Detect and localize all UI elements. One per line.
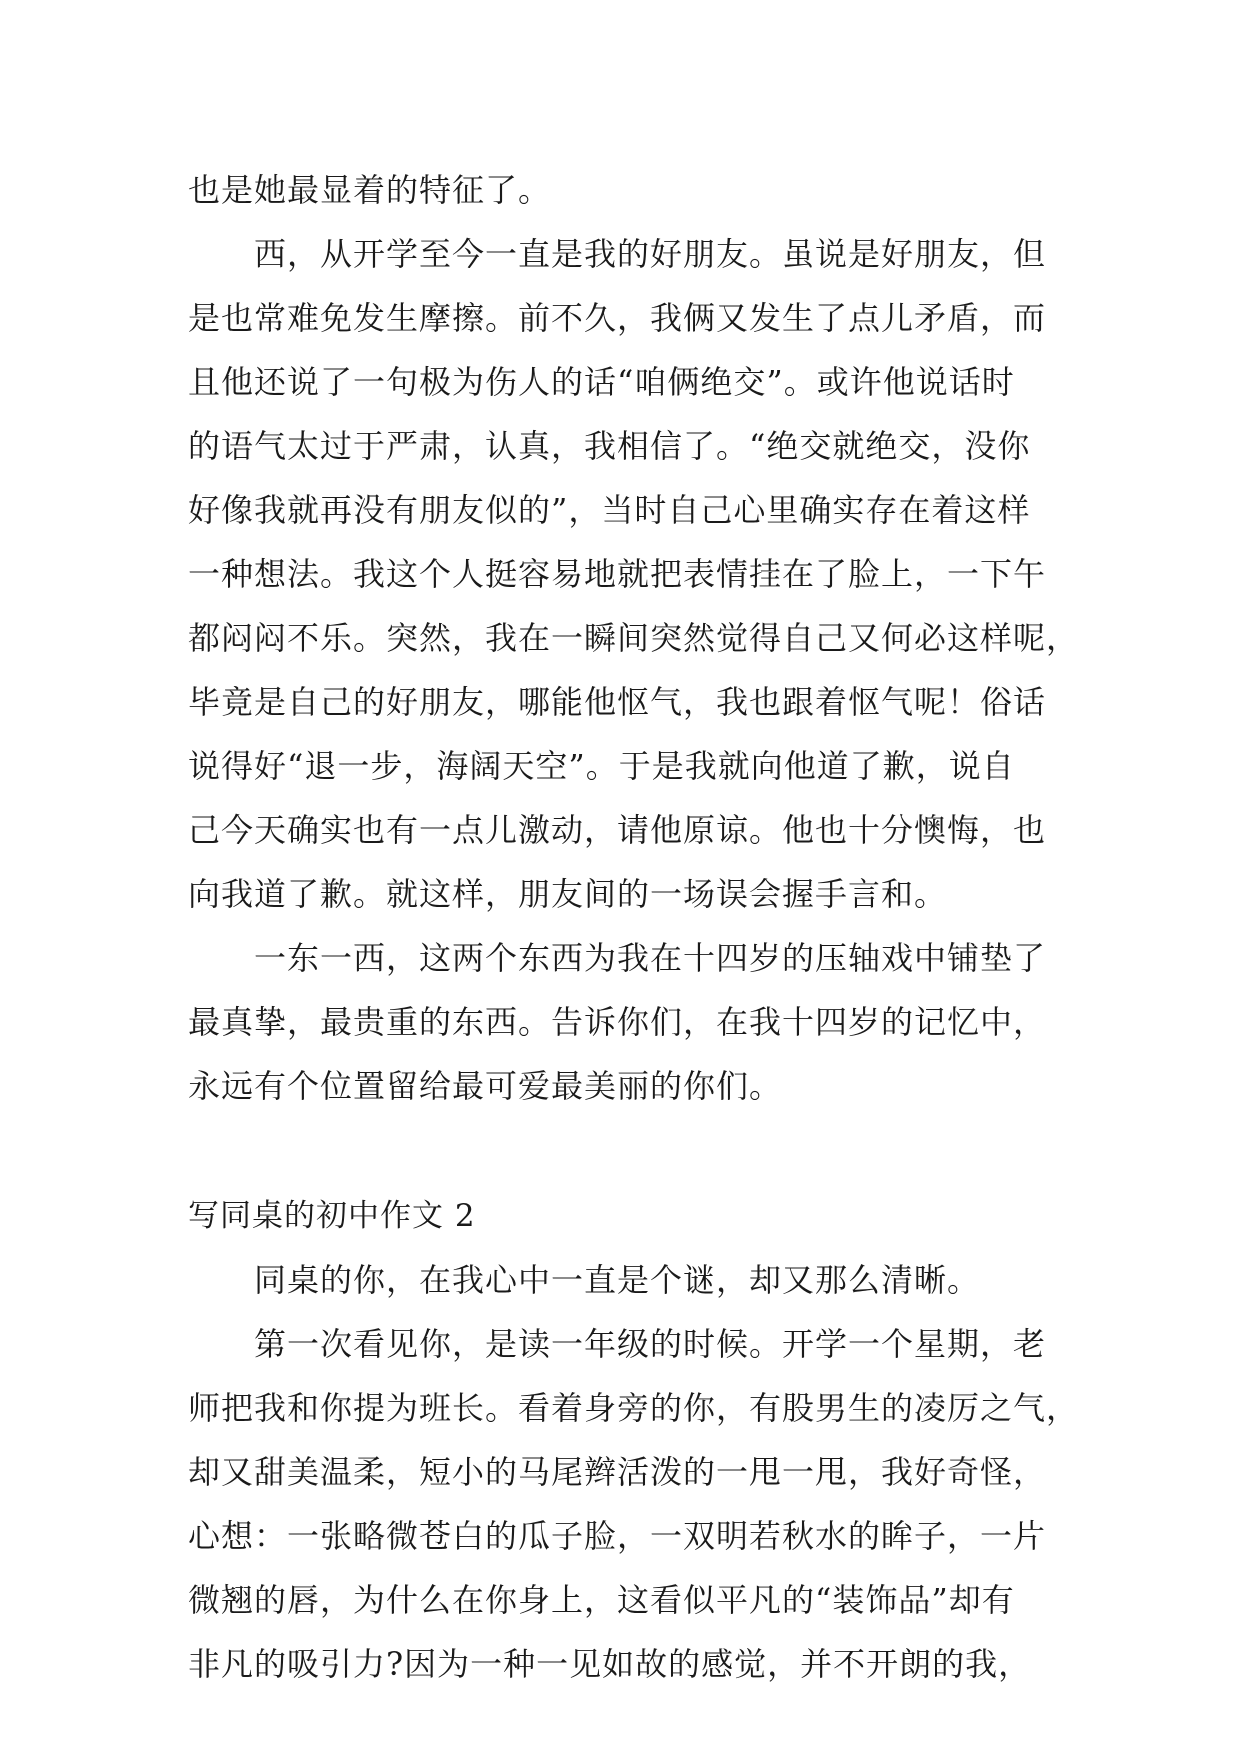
paragraph-line: 好像我就再没有朋友似的”，当时自己心里确实存在着这样	[188, 491, 1031, 529]
paragraph	[188, 222, 1080, 926]
paragraph-line: 且他还说了一句极为伤人的话“咱俩绝交”。或许他说话时	[188, 363, 1015, 401]
paragraph-line: 非凡的吸引力?因为一种一见如故的感觉，并不开朗的我，	[188, 1645, 1032, 1683]
paragraph-line: 也是她最显着的特征了。	[188, 171, 552, 209]
paragraph-line: 是也常难免发生摩擦。前不久，我俩又发生了点儿矛盾，而	[188, 299, 1047, 337]
paragraph-line: 向我道了歉。就这样，朋友间的一场误会握手言和。	[188, 875, 948, 913]
section-gap	[188, 1118, 1058, 1184]
paragraph-line: 说得好“退一步，海阔天空”。于是我就向他道了歉，说自	[188, 747, 1015, 785]
paragraph-line: 都闷闷不乐。突然，我在一瞬间突然觉得自己又何必这样呢，	[188, 619, 1080, 657]
paragraph-line: 微翘的唇，为什么在你身上，这看似平凡的“装饰品”却有	[188, 1581, 1015, 1619]
paragraph-line: 第一次看见你，是读一年级的时候。开学一个星期，老	[254, 1325, 1047, 1363]
paragraph-line: 一东一西，这两个东西为我在十四岁的压轴戏中铺垫了	[254, 939, 1047, 977]
paragraph-line: 毕竟是自己的好朋友，哪能他怄气，我也跟着怄气呢！俗话	[188, 683, 1047, 721]
paragraph-line: 同桌的你，在我心中一直是个谜，却又那么清晰。	[254, 1261, 981, 1299]
paragraph-line: 西，从开学至今一直是我的好朋友。虽说是好朋友，但	[254, 235, 1047, 273]
paragraph	[188, 926, 1058, 1118]
paragraph-line: 师把我和你提为班长。看着身旁的你，有股男生的凌厉之气，	[188, 1389, 1080, 1427]
paragraph-line: 心想：一张略微苍白的瓜子脸，一双明若秋水的眸子，一片	[188, 1517, 1047, 1555]
paragraph-line: 一种想法。我这个人挺容易地就把表情挂在了脸上，一下午	[188, 555, 1047, 593]
section-title: 写同桌的初中作文 2	[188, 1198, 476, 1234]
paragraph-line: 永远有个位置留给最可爱最美丽的你们。	[188, 1067, 783, 1105]
paragraph	[188, 1248, 1058, 1312]
paragraph-line: 己今天确实也有一点儿激动，请他原谅。他也十分懊悔，也	[188, 811, 1047, 849]
document-page	[188, 158, 1080, 1696]
paragraph-line: 的语气太过于严肃，认真，我相信了。“绝交就绝交，没你	[188, 427, 1031, 465]
paragraph-line: 最真挚，最贵重的东西。告诉你们，在我十四岁的记忆中，	[188, 1003, 1047, 1041]
paragraph-line: 却又甜美温柔，短小的马尾辫活泼的一甩一甩，我好奇怪，	[188, 1453, 1047, 1491]
paragraph	[188, 1312, 1080, 1696]
